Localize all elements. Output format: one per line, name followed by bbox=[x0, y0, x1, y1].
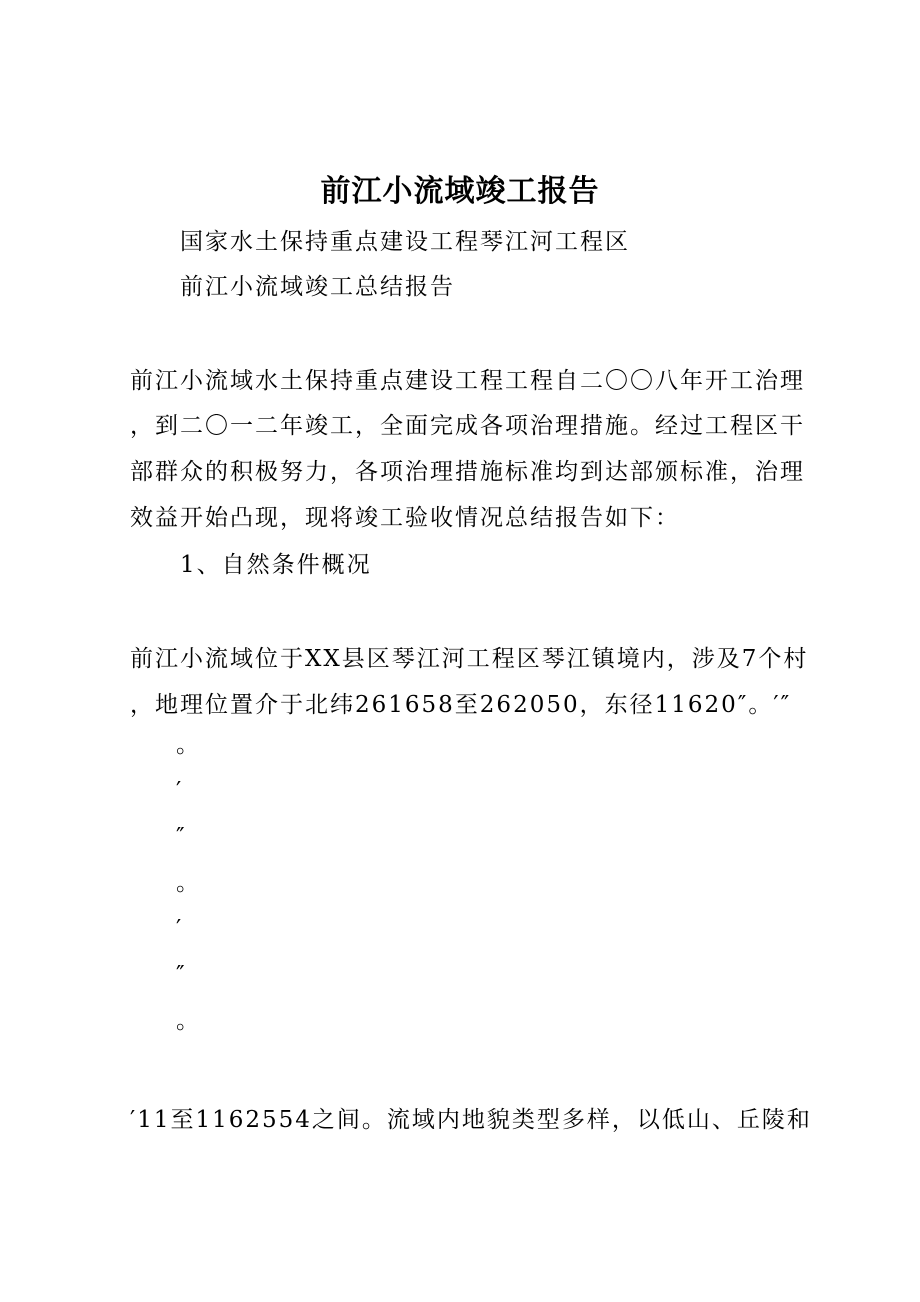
section-heading: 1、自然条件概况 bbox=[180, 552, 372, 578]
symbol-line-6: ″ bbox=[176, 962, 185, 988]
symbol-line-4: 。 bbox=[176, 870, 199, 896]
subtitle-line-2: 前江小流域竣工总结报告 bbox=[180, 274, 455, 300]
closing-line: ′11至1162554之间。流域内地貌类型多样，以低山、丘陵和 bbox=[130, 1107, 812, 1133]
location-line-1: 前江小流域位于XX县区琴江河工程区琴江镇境内，涉及7个村 bbox=[130, 646, 809, 672]
intro-line-4: 效益开始凸现，现将竣工验收情况总结报告如下： bbox=[130, 505, 680, 531]
intro-line-2: ，到二〇一二年竣工，全面完成各项治理措施。经过工程区干 bbox=[130, 413, 805, 439]
symbol-line-3: ″ bbox=[176, 824, 185, 850]
symbol-line-7: 。 bbox=[176, 1008, 199, 1034]
subtitle-line-1: 国家水土保持重点建设工程琴江河工程区 bbox=[180, 229, 630, 255]
symbol-line-5: ′ bbox=[176, 916, 182, 942]
intro-line-1: 前江小流域水土保持重点建设工程工程自二〇〇八年开工治理 bbox=[130, 368, 805, 394]
symbol-line-2: ′ bbox=[176, 778, 182, 804]
intro-line-3: 部群众的积极努力，各项治理措施标准均到达部颁标准，治理 bbox=[130, 459, 805, 485]
location-line-2: ，地理位置介于北纬261658至262050，东径11620″。′″ bbox=[130, 692, 792, 718]
symbol-line-1: 。 bbox=[176, 732, 199, 758]
document-title: 前江小流域竣工报告 bbox=[320, 174, 600, 209]
